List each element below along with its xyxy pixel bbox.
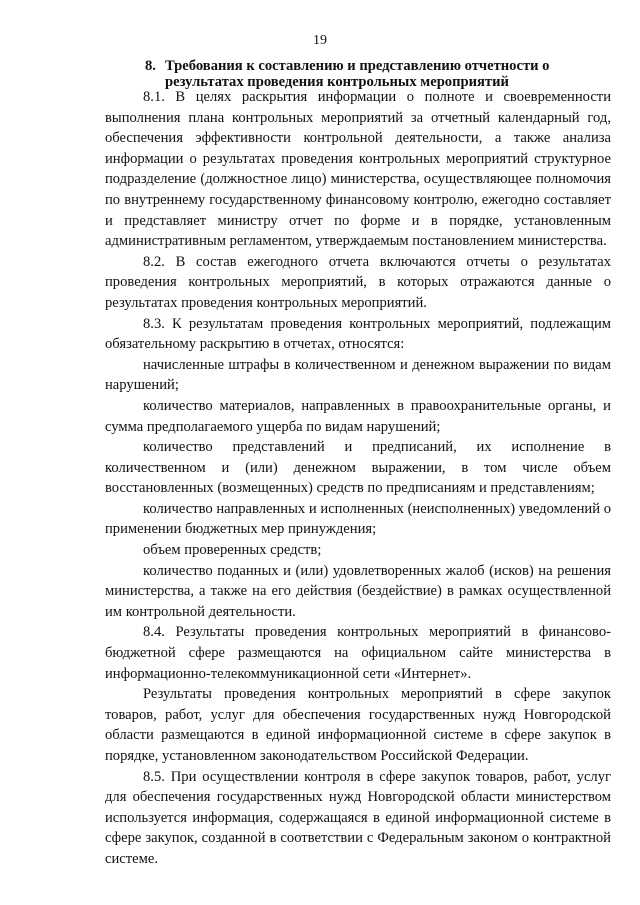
section-heading (145, 58, 575, 90)
paragraph-8-3: 8.3. К результатам проведения контрольных мероприятий, подлежащим обязательному раскрытию в отчетах, относятся: (105, 315, 611, 353)
list-item-checked-funds: объем проверенных средств; (143, 542, 322, 559)
list-item-complaints: количество поданных и (или) удовлетворенных жалоб (исков) на решения министерства, а также на его действия (бездействие) в рамках осуществленной им контрольной деятельности. (105, 562, 611, 620)
paragraph-8-2: 8.2. В состав ежегодного отчета включаются отчеты о результатах проведения контрольных мероприятий, в которых отражаются данные о результатах проведения контрольных мероприятий. (105, 253, 611, 311)
section-number: 8. (145, 58, 156, 74)
section-title: Требования к составлению и представлению отчетности о результатах проведения контрольных мероприятий (165, 58, 550, 90)
list-item-notifications: количество направленных и исполненных (неисполненных) уведомлений о применении бюджетных мер принуждения; (105, 500, 611, 538)
list-item-fines: начисленные штрафы в количественном и денежном выражении по видам нарушений; (105, 356, 611, 394)
document-body (105, 87, 611, 870)
page-number: 19 (313, 33, 327, 48)
list-item-materials: количество материалов, направленных в правоохранительные органы, и сумма предполагаемого ущерба по видам нарушений; (105, 397, 611, 435)
paragraph-8-4: 8.4. Результаты проведения контрольных мероприятий в финансово-бюджетной сфере размещаются на официальном сайте министерства в информационно-телекоммуникационной сети «Интернет». (105, 624, 611, 682)
paragraph-8-5: 8.5. При осуществлении контроля в сфере закупок товаров, работ, услуг для обеспечения государственных нужд Новгородской области министерством используется информация, содержащаяся в единой информационной системе в сфере закупок, созданной в соответствии с Федеральным законом о контрактной системе. (105, 768, 611, 867)
paragraph-procurement-results: Результаты проведения контрольных мероприятий в сфере закупок товаров, работ, услуг для обеспечения государственных нужд Новгородской области размещаются в единой информационной системе в сфере закупок в порядке, установленном законодательством Российской Федерации. (105, 686, 611, 764)
paragraph-8-1: 8.1. В целях раскрытия информации о полноте и своевременности выполнения плана контрольных мероприятий за отчетный календарный год, обеспечения эффективности контрольной деятельности, а также анализа информации о результатах проведения контрольных мероприятий структурное подразделение (должностное лицо) министерства, осуществляющее полномочия по внутреннему государственному финансовому контролю, ежегодно составляет и представляет министру отчет по форме и в порядке, установленным административным регламентом, утверждаемым постановлением министерства. (105, 89, 611, 250)
list-item-representations: количество представлений и предписаний, их исполнение в количественном и (или) денежном выражении, в том числе объем восстановленных (возмещенных) средств по предписаниям и представлениям; (105, 439, 611, 497)
